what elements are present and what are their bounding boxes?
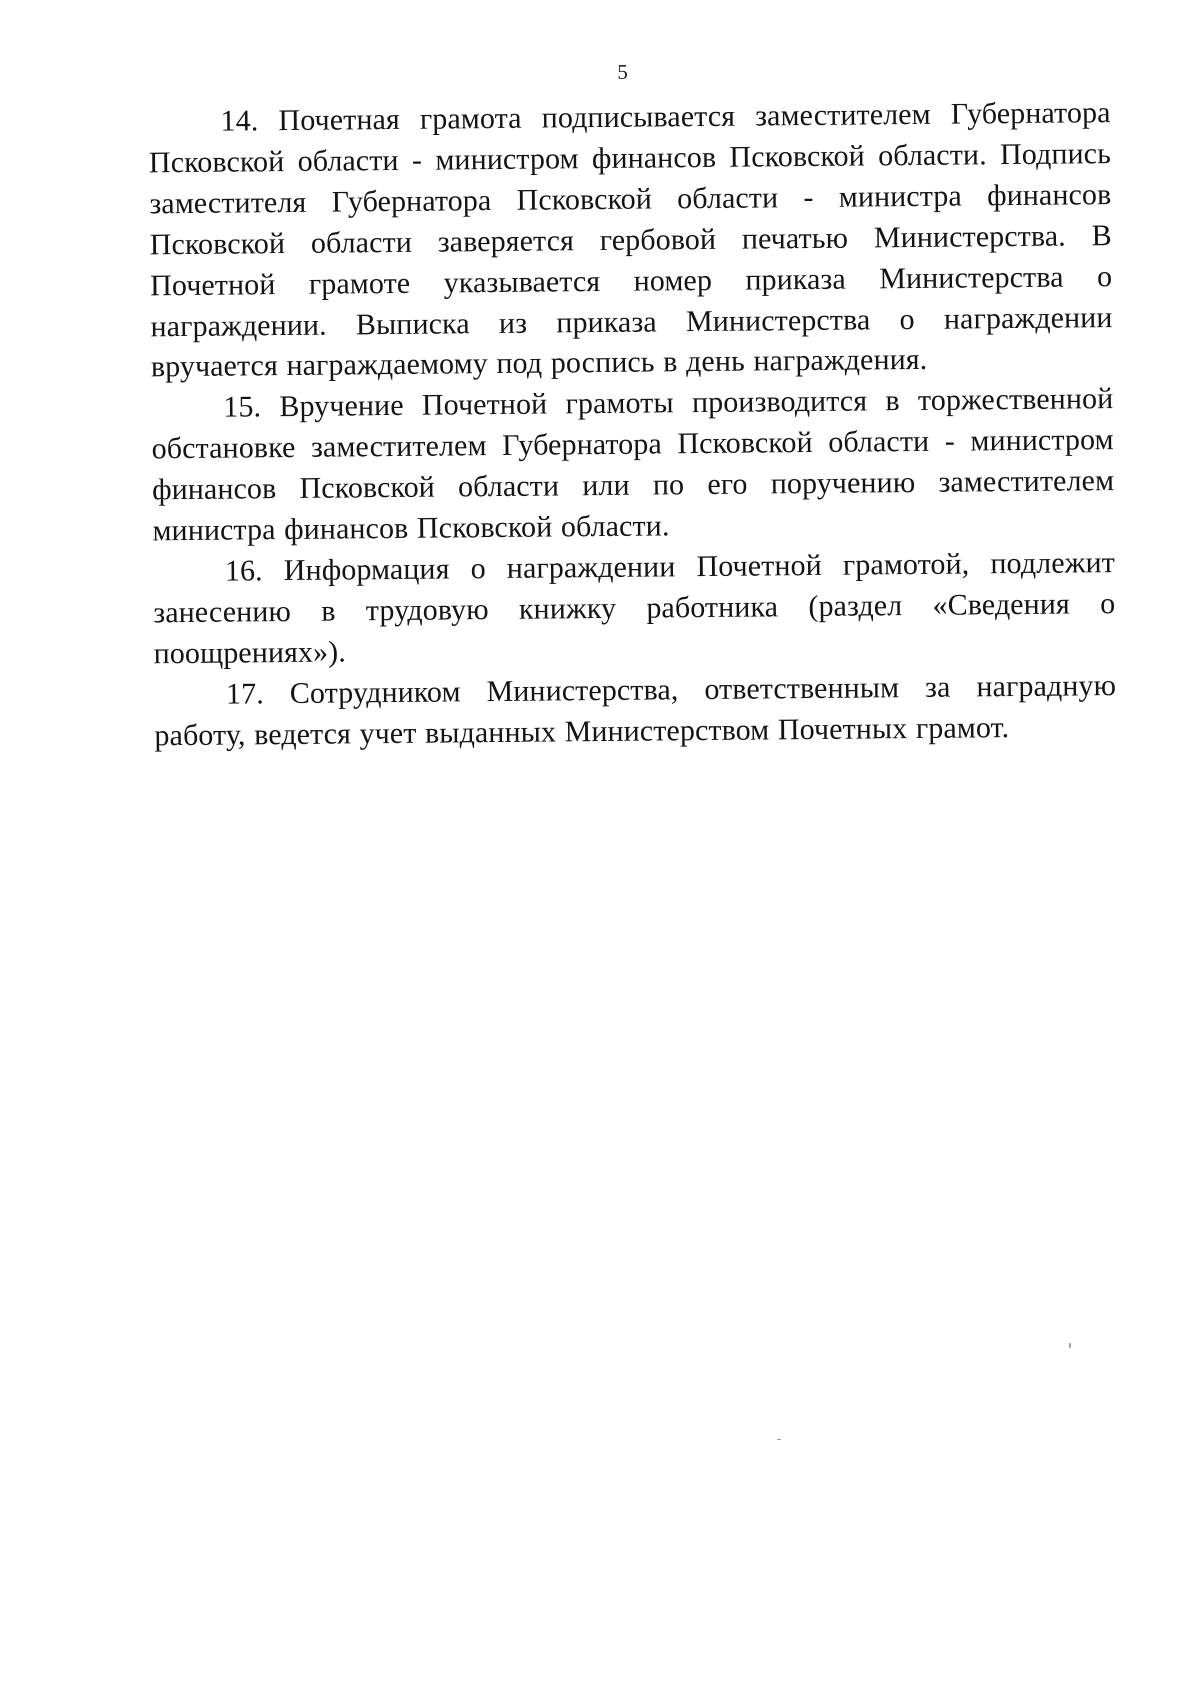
page-number: 5 bbox=[617, 59, 628, 84]
document-body bbox=[148, 93, 1116, 757]
paragraph-16: 16. Информация о награждении Почетной грамотой, подлежит занесению в трудовую книжку работника (раздел «Сведения о поощрениях»). bbox=[153, 546, 1116, 671]
scan-speck bbox=[1069, 1343, 1071, 1348]
paragraph-17: 17. Сотрудником Министерства, ответственным за наградную работу, ведется учет выданных Министерством Почетных грамот. bbox=[154, 668, 1117, 752]
paragraph-15: 15. Вручение Почетной грамоты производится в торжественной обстановке заместителем Губернатора Псковской области - министром финансов Псковской области или по его поручению заместителем министра финансов Псковской области. bbox=[151, 382, 1115, 548]
scan-speck bbox=[777, 1439, 781, 1440]
paragraph-14: 14. Почетная грамота подписывается заместителем Губернатора Псковской области - министром финансов Псковской области. Подпись заместителя Губернатора Псковской области - министра финансов Псковской области заверяется гербовой печатью Министерства. В Почетной грамоте указывается номер приказа Министерства о награждении. Выписка из приказа Министерства о награждении вручается награждаемому под роспись в день награждения. bbox=[148, 96, 1113, 384]
